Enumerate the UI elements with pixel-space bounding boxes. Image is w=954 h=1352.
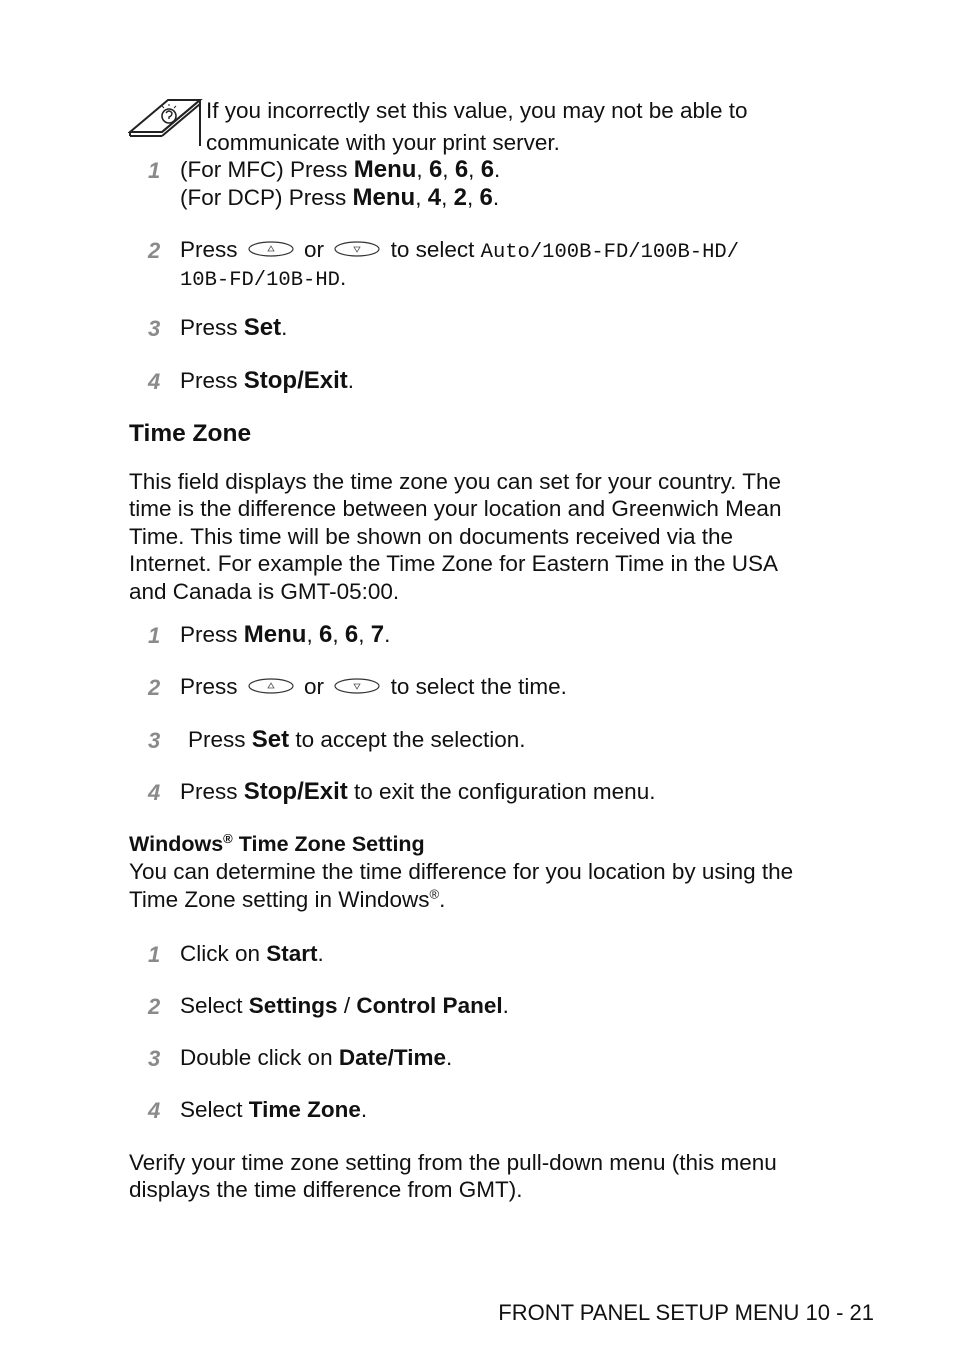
step-press-set bbox=[188, 726, 526, 753]
step-text: Press bbox=[180, 237, 238, 262]
date-time-label: Date/Time bbox=[338, 1045, 446, 1070]
paragraph-line: This field displays the time zone you can set for your country. The bbox=[129, 469, 781, 494]
paragraph-line: Verify your time zone setting from the pull-down menu (this menu bbox=[129, 1150, 777, 1175]
time-zone-description bbox=[129, 468, 889, 605]
step-text: (For DCP) Press bbox=[180, 185, 353, 210]
step-text: Press bbox=[180, 315, 244, 340]
step-press-stop bbox=[180, 778, 655, 805]
stop-exit-key: Stop/Exit bbox=[243, 778, 348, 805]
step-text: to accept the selection. bbox=[289, 727, 526, 752]
key-digit: 7 bbox=[370, 621, 385, 648]
note-line-1: If you incorrectly set this value, you may not be able to bbox=[206, 98, 748, 123]
start-label: Start bbox=[266, 941, 318, 966]
paragraph-line: Internet. For example the Time Zone for Eastern Time in the USA bbox=[129, 551, 779, 577]
paragraph-line: Time. This time will be shown on documents received via the bbox=[129, 523, 734, 549]
step-select-option bbox=[180, 236, 739, 266]
key-digit: 6 bbox=[454, 156, 469, 183]
paragraph-line: time is the difference between your location and Greenwich Mean bbox=[129, 496, 782, 522]
step-number: 4 bbox=[148, 1098, 161, 1123]
step-text: or bbox=[304, 237, 325, 262]
heading-text: Time Zone Setting bbox=[232, 832, 425, 856]
windows-para-line: You can determine the time difference for you location by using the bbox=[129, 859, 794, 884]
key-digit: 6 bbox=[344, 621, 359, 648]
note-line-2: communicate with your print server. bbox=[206, 130, 560, 155]
time-zone-label: Time Zone bbox=[248, 1097, 361, 1122]
registered-mark: ® bbox=[429, 886, 440, 902]
step-number: 4 bbox=[148, 369, 161, 394]
control-panel-label: Control Panel bbox=[356, 993, 503, 1018]
up-arrow-key-icon bbox=[248, 678, 294, 694]
section-heading-time-zone: Time Zone bbox=[129, 420, 252, 447]
step-menu: Press Menu, 6, 6, 7. bbox=[180, 621, 391, 648]
step-text: Click on bbox=[180, 941, 267, 966]
heading-text: Windows bbox=[129, 832, 224, 856]
step-text: to select bbox=[390, 237, 475, 262]
set-key: Set bbox=[251, 726, 290, 753]
step-number: 3 bbox=[148, 728, 161, 753]
key-digit: 4 bbox=[427, 184, 442, 211]
menu-key: Menu bbox=[352, 184, 416, 211]
step-select-time bbox=[180, 673, 567, 700]
key-digit: 6 bbox=[479, 184, 493, 211]
down-arrow-key-icon bbox=[334, 678, 380, 694]
stop-exit-key: Stop/Exit bbox=[243, 367, 348, 394]
step-options-cont: 10B-FD/10B-HD. bbox=[180, 265, 347, 292]
option-list: Auto/100B-FD/100B-HD/ bbox=[480, 241, 739, 264]
step-dcp: (For DCP) Press Menu, 4, 2, 6. bbox=[180, 184, 500, 211]
step-date-time: Double click on Date/Time. bbox=[180, 1045, 453, 1070]
step-click-start: Click on Start. bbox=[180, 941, 324, 966]
step-number: 1 bbox=[148, 623, 161, 648]
paragraph-line: and Canada is GMT-05:00. bbox=[129, 578, 400, 604]
step-number: 2 bbox=[148, 994, 161, 1019]
step-text: Press bbox=[180, 622, 244, 647]
step-text: or bbox=[304, 674, 325, 699]
key-digit: 6 bbox=[318, 621, 333, 648]
section-heading-windows-time-zone bbox=[129, 831, 425, 858]
step-select-control-panel: Select Settings / Control Panel. bbox=[180, 993, 509, 1018]
paragraph-text: Time Zone setting in Windows bbox=[129, 887, 430, 912]
step-text: to exit the configuration menu. bbox=[347, 779, 656, 804]
windows-para-line-2: Time Zone setting in Windows®. bbox=[129, 886, 446, 912]
separator: / bbox=[337, 993, 357, 1018]
key-digit: 6 bbox=[428, 156, 443, 183]
step-text: Select bbox=[180, 993, 249, 1018]
step-text: to select the time. bbox=[390, 674, 567, 699]
step-text: Press bbox=[180, 368, 244, 393]
step-text: Select bbox=[180, 1097, 249, 1122]
step-number: 3 bbox=[148, 316, 161, 341]
menu-key: Menu bbox=[353, 156, 417, 183]
step-select-time-zone: Select Time Zone. bbox=[180, 1097, 368, 1122]
step-mfc: (For MFC) Press Menu, 6, 6, 6. bbox=[180, 156, 501, 183]
paragraph-line: displays the time difference from GMT). bbox=[129, 1177, 523, 1203]
menu-key: Menu bbox=[243, 621, 307, 648]
note-hint-icon bbox=[128, 96, 204, 148]
step-text: Double click on bbox=[180, 1045, 339, 1070]
registered-mark: ® bbox=[223, 830, 233, 846]
key-digit: 6 bbox=[480, 156, 495, 183]
down-arrow-key-icon bbox=[334, 241, 380, 257]
step-number: 1 bbox=[148, 158, 161, 183]
key-digit: 2 bbox=[453, 184, 467, 211]
step-press-stop: Press Stop/Exit. bbox=[180, 367, 355, 394]
step-number: 1 bbox=[148, 942, 161, 967]
step-text: Press bbox=[180, 674, 238, 699]
step-text: (For MFC) Press bbox=[180, 157, 354, 182]
step-number: 4 bbox=[148, 780, 161, 805]
settings-label: Settings bbox=[248, 993, 338, 1018]
option-list: 10B-FD/10B-HD bbox=[180, 269, 340, 292]
page-footer: FRONT PANEL SETUP MENU 10 - 21 bbox=[498, 1300, 874, 1325]
up-arrow-key-icon bbox=[248, 241, 294, 257]
step-number: 3 bbox=[148, 1046, 161, 1071]
step-text: Press bbox=[180, 779, 244, 804]
step-text: Press bbox=[188, 727, 252, 752]
step-number: 2 bbox=[148, 238, 161, 263]
step-number: 2 bbox=[148, 675, 161, 700]
verify-paragraph bbox=[129, 1149, 889, 1204]
set-key: Set bbox=[243, 314, 282, 341]
step-press-set: Press Set. bbox=[180, 314, 288, 341]
